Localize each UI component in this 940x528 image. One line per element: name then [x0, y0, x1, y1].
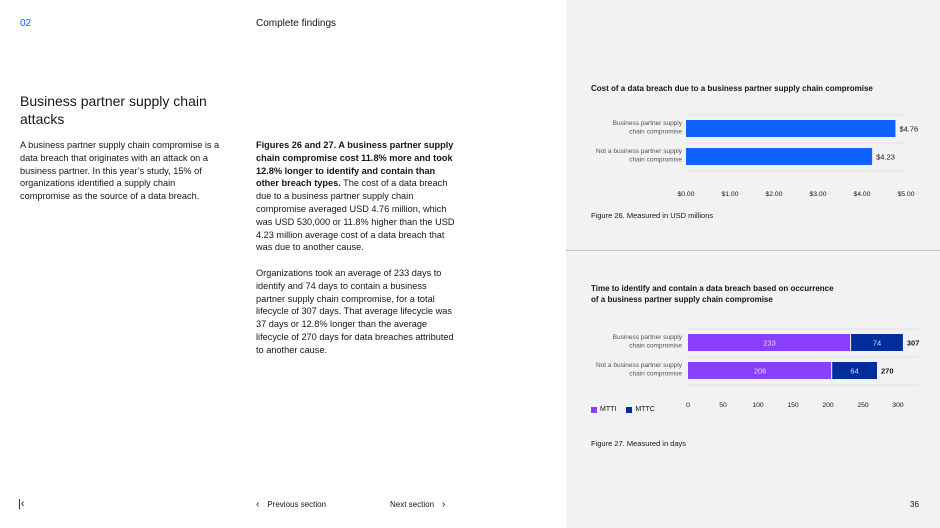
first-page-icon: |‹ [18, 498, 25, 510]
chart1-tick-label: $2.00 [765, 191, 783, 198]
panel-divider [566, 250, 940, 251]
chart1-tick-label: $5.00 [897, 191, 915, 198]
chart1-tick-label: $1.00 [721, 191, 739, 198]
chart2-caption: Figure 27. Measured in days [591, 439, 687, 448]
chart2-category-label: Not a business partner supply [596, 362, 682, 369]
section-title: Complete findings [256, 18, 337, 29]
chart1-tick-label: $4.00 [853, 191, 871, 198]
findings-paragraph-1: The cost of a data breach due to a business partner supply chain compromise averaged USD 4.76 million, which was USD 530,000 or 11.8% higher than the USD 4.23 million average cost of a data breach that was due to another cause. [256, 178, 455, 253]
chart2-category-label: chain compromise [629, 370, 682, 378]
chart2-tick-label: 200 [822, 402, 834, 409]
chart1-value-label: $4.23 [876, 152, 895, 162]
chart2-segment-label: 74 [872, 338, 882, 348]
findings-paragraph-2: Organizations took an average of 233 days to identify and 74 days to contain a business partner supply chain compromise, for a total lifecycle of 307 days. That average lifecycle was 37 days or 12.8% longer than the average lifecycle of 270 days for data breaches attributed to another cause. [256, 267, 454, 355]
section-number: 02 [20, 18, 32, 29]
next-section-label: Next section [390, 500, 435, 509]
findings-lead: Figures 26 and 27. A business partner supply chain compromise cost 11.8% more and took 12.8% longer to identify and contain than other breach types. [256, 140, 454, 189]
chevron-right-icon: › [442, 498, 446, 510]
chevron-left-icon: ‹ [256, 498, 260, 510]
chart1-tick-label: $0.00 [677, 191, 695, 198]
chart2-title-line-1: Time to identify and contain a data breach based on occurrence [591, 284, 834, 293]
chart1-category-label: Business partner supply [612, 120, 682, 127]
intro-paragraph: A business partner supply chain compromise is a data breach that originates with an attack on a business partner. In this year’s study, 15% of organizations identified a supply chain compromise as the source of a data breach. [20, 140, 220, 202]
next-section-button[interactable] [390, 500, 445, 509]
chart2-segment-label: 64 [850, 366, 859, 376]
chart2-svg [566, 325, 940, 409]
page-number: 36 [910, 500, 919, 509]
chart1-caption: Figure 26. Measured in USD millions [591, 211, 714, 220]
page-heading: Business partner supply chain attacks [20, 93, 207, 127]
chart2-tick-label: 0 [686, 402, 690, 409]
chart1-category-label: chain compromise [629, 156, 682, 164]
chart2-tick-label: 100 [752, 402, 764, 409]
chart1-bar [686, 148, 872, 165]
chart1-tick-label: $3.00 [809, 191, 827, 198]
chart1-svg [566, 110, 940, 198]
chart2-tick-label: 50 [719, 402, 727, 409]
chart1-category-label: chain compromise [629, 128, 682, 136]
chart1-title: Cost of a data breach due to a business partner supply chain compromise [591, 84, 873, 93]
chart2-tick-label: 150 [787, 402, 799, 409]
chart2-total-label: 307 [906, 338, 920, 348]
legend-label-mtti: MTTI [600, 406, 617, 413]
legend-swatch-mttc [626, 407, 632, 413]
chart1-value-label: $4.76 [899, 124, 919, 134]
legend-label-mttc: MTTC [635, 406, 655, 413]
chart2-category-label: Business partner supply [612, 334, 682, 341]
chart2-title [591, 283, 891, 305]
previous-section-label: Previous section [267, 500, 327, 509]
legend-swatch-mtti [591, 407, 597, 413]
legend-item-mtti [591, 406, 616, 413]
chart2-title-line-2: of a business partner supply chain compromise [591, 295, 773, 304]
chart1-category-label: Not a business partner supply [596, 148, 682, 155]
findings-column [256, 139, 456, 369]
chart-panel [566, 0, 940, 528]
chart2-total-label: 270 [881, 366, 894, 376]
legend-item-mttc [626, 406, 654, 413]
chart2-category-label: chain compromise [629, 342, 682, 350]
chart2-legend [591, 406, 655, 413]
chart2-tick-label: 300 [892, 402, 904, 409]
previous-section-button[interactable] [256, 500, 326, 509]
chart2-segment-label: 206 [753, 366, 767, 376]
chart1-bar [686, 120, 895, 137]
chart2-segment-label: 233 [763, 338, 776, 348]
first-page-button[interactable] [18, 498, 25, 510]
chart2-tick-label: 250 [857, 402, 869, 409]
